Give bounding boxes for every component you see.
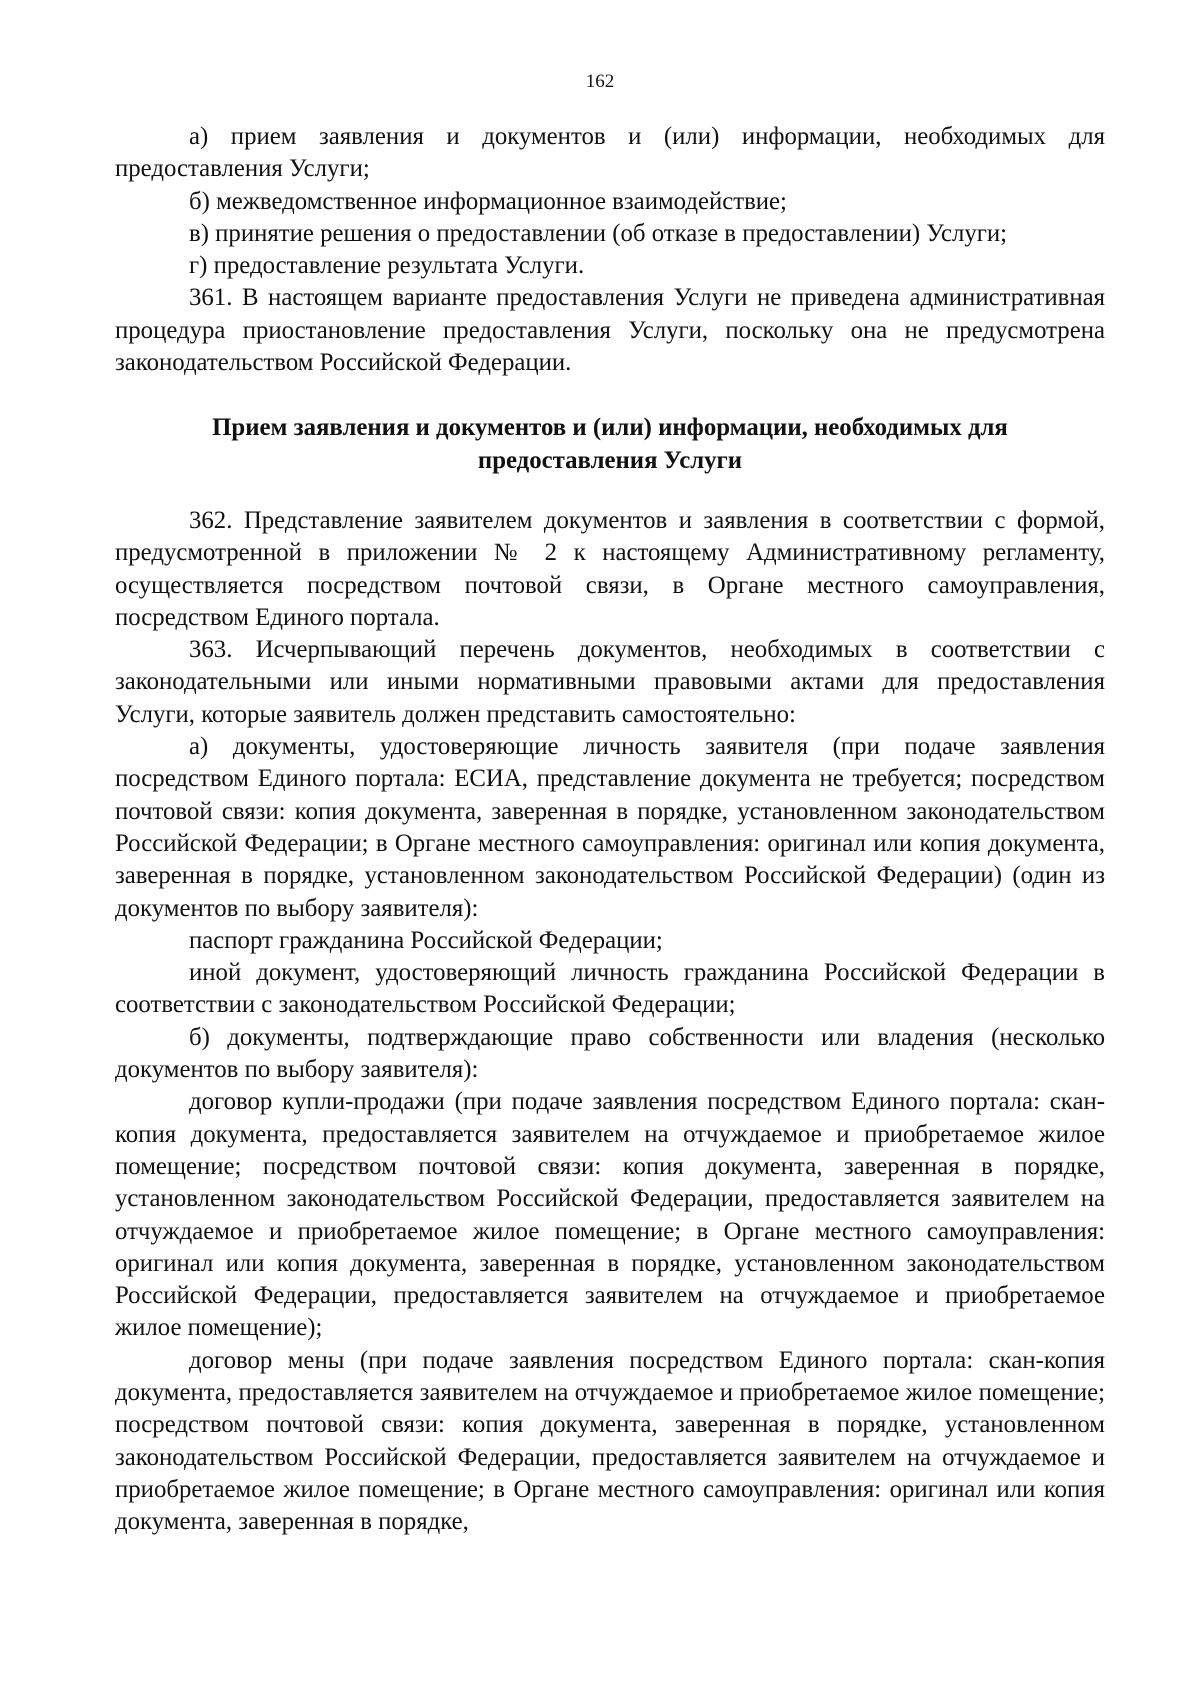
paragraph-passport: паспорт гражданина Российской Федерации; [189, 926, 663, 954]
paragraph-item-b: б) межведомственное информационное взаимодействие; [189, 187, 787, 215]
paragraph-exchange-contract: договор мены (при подаче заявления посредством Единого портала: скан-копия документа, предоставляется заявителем на отчуждаемое и приобретаемое жилое помещение; посредством почтовой связи: копия документа, заверенная в порядке, установленном законодательством Российской Федерации, предоставляется заявителем на отчуждаемое и приобретаемое жилое помещение; в Органе местного самоуправления: оригинал или копия документа, заверенная в порядке, [115, 1346, 1105, 1536]
page-number: 162 [585, 71, 615, 92]
paragraph-sale-contract: договор купли-продажи (при подаче заявления посредством Единого портала: скан-копия документа, предоставляется заявителем на отчуждаемое и приобретаемое жилое помещение; посредством почтовой связи: копия документа, заверенная в порядке, установленном законодательством Российской Федерации, предоставляется заявителем на отчуждаемое и приобретаемое жилое помещение; в Органе местного самоуправления: оригинал или копия документа, заверенная в порядке, установленном законодательством Российской Федерации, предоставляется заявителем на отчуждаемое и приобретаемое жилое помещение); [115, 1088, 1105, 1342]
paragraph-361: 361. В настоящем варианте предоставления Услуги не приведена административная процедура приостановление предоставления Услуги, поскольку она не предусмотрена законодательством Российской Федерации. [115, 284, 1105, 377]
paragraph-363-b: б) документы, подтверждающие право собственности или владения (несколько документов по выбору заявителя): [115, 1023, 1105, 1084]
document-body [115, 121, 1105, 1538]
section-heading [115, 412, 1105, 477]
paragraph-item-v: в) принятие решения о предоставлении (об отказе в предоставлении) Услуги; [189, 219, 1008, 247]
paragraph-item-a: а) прием заявления и документов и (или) информации, необходимых для предоставления Услуги; [115, 123, 1105, 183]
paragraph-363-a: а) документы, удостоверяющие личность заявителя (при подаче заявления посредством Единого портала: ЕСИА, представление документа не требуется; посредством почтовой связи: копия документа, заверенная в порядке, установленном законодательством Российской Федерации; в Органе местного самоуправления: оригинал или копия документа, заверенная в порядке, установленном законодательством Российской Федерации) (один из документов по выбору заявителя): [115, 733, 1105, 922]
paragraph-item-g: г) предоставление результата Услуги. [189, 252, 585, 280]
section-heading-text: Прием заявления и документов и (или) информации, необходимых для предоставления Услуги [212, 414, 1008, 474]
paragraph-362: 362. Представление заявителем документов и заявления в соответствии с формой, предусмотренной в приложении № 2 к настоящему Административному регламенту, осуществляется посредством почтовой связи, в Органе местного самоуправления, посредством Единого портала. [115, 506, 1105, 631]
paragraph-363: 363. Исчерпывающий перечень документов, необходимых в соответствии с законодательными или иными нормативными правовыми актами для предоставления Услуги, которые заявитель должен представить самостоятельно: [115, 636, 1105, 728]
paragraph-other-id: иной документ, удостоверяющий личность гражданина Российской Федерации в соответствии с законодательством Российской Федерации; [115, 959, 1105, 1019]
